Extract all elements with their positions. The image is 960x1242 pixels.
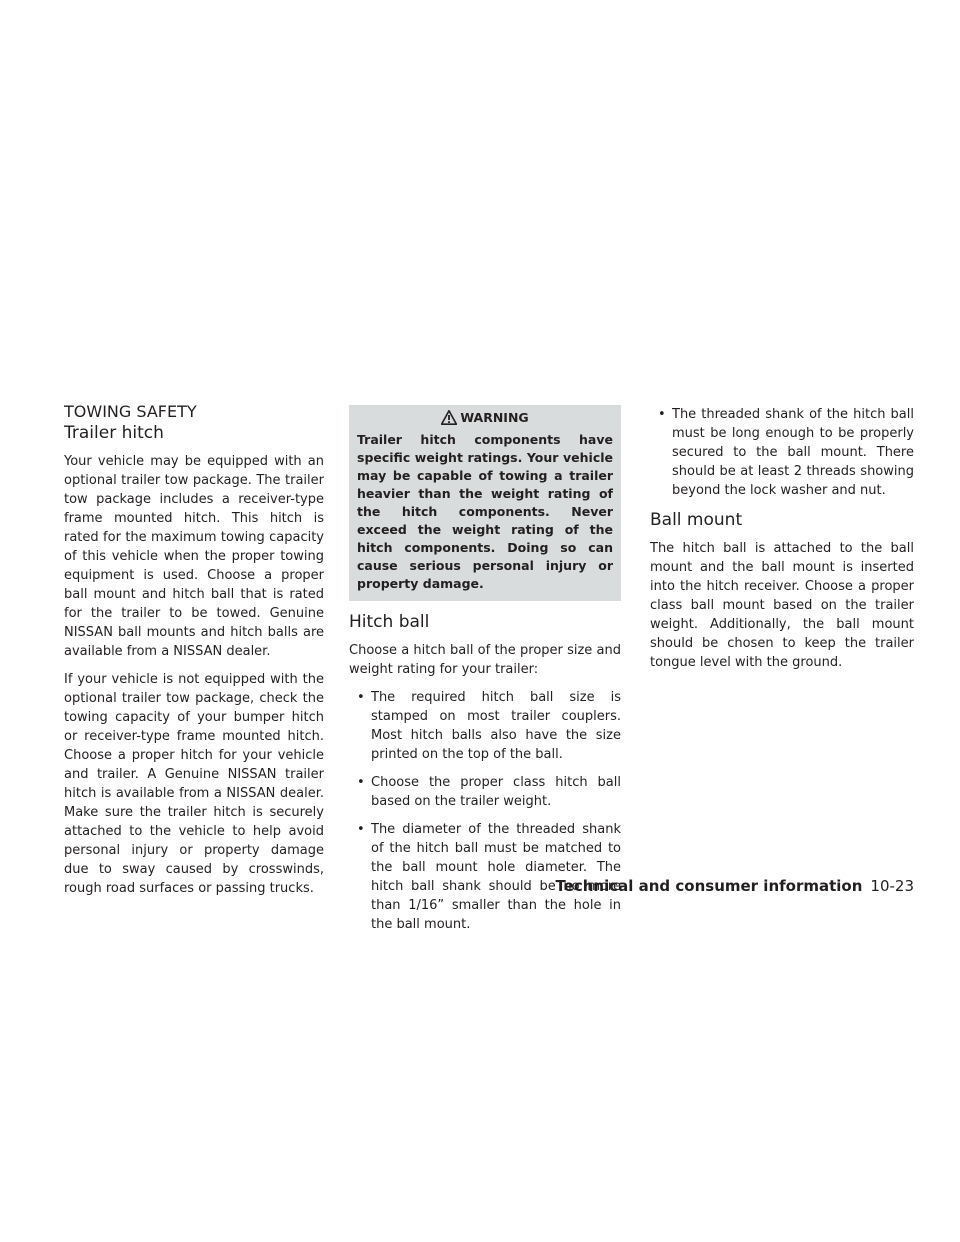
paragraph-hitch-ball-intro: Choose a hitch ball of the proper size and weight rating for your trailer: — [349, 643, 621, 677]
warning-box — [349, 405, 621, 601]
column-right — [650, 405, 914, 681]
list-item: • The diameter of the threaded shank of the hitch ball must be matched to the ball mount hole diameter. The hitch ball shank should be no more than 1/16” smaller than the hole in the ball mount. — [349, 820, 621, 934]
hitch-ball-list-continued — [650, 405, 914, 500]
page-number: 10-23 — [870, 877, 914, 895]
list-item: • The threaded shank of the hitch ball must be long enough to be properly secured to the ball mount. There should be at least 2 threads showing beyond the lock washer and nut. — [650, 405, 914, 500]
subhead-trailer-hitch: Trailer hitch — [64, 423, 164, 443]
paragraph-tow-package: Your vehicle may be equipped with an optional trailer tow package. The trailer tow package includes a receiver-type frame mounted hitch. This hitch is rated for the maximum towing capacity of this vehicle when the proper towing equipment is used. Choose a proper ball mount and hitch ball that is rated for the trailer to be towed. Genuine NISSAN ball mounts and hitch balls are available from a NISSAN dealer. — [64, 454, 324, 659]
subhead-ball-mount: Ball mount — [650, 510, 743, 530]
warning-heading — [357, 408, 613, 428]
paragraph-no-tow-package: If your vehicle is not equipped with the optional trailer tow package, check the towing capacity of your bumper hitch or receiver-type frame mounted hitch. Choose a proper hitch for your vehicle and trailer. A Genuine NISSAN trailer hitch is available from a NISSAN dealer. Make sure the trailer hitch is securely attached to the vehicle to help avoid personal injury or property damage due to sway caused by crosswinds, rough road surfaces or passing trucks. — [64, 672, 324, 896]
warning-label: WARNING — [460, 410, 529, 425]
column-middle — [349, 405, 621, 943]
warning-triangle-icon — [441, 410, 457, 425]
list-item: • Choose the proper class hitch ball based on the trailer weight. — [349, 773, 621, 811]
subhead-hitch-ball: Hitch ball — [349, 612, 430, 632]
list-item: • The required hitch ball size is stamped on most trailer couplers. Most hitch balls also have the size printed on the top of the ball. — [349, 688, 621, 764]
hitch-ball-list — [349, 688, 621, 934]
column-left — [64, 402, 324, 907]
footer-section-title: Technical and consumer information — [555, 877, 863, 895]
page-footer — [555, 876, 914, 896]
paragraph-ball-mount: The hitch ball is attached to the ball mount and the ball mount is inserted into the hitch receiver. Choose a proper class ball mount based on the trailer weight. Additionally, the ball mount should be chosen to keep the trailer tongue level with the ground. — [650, 541, 914, 670]
section-title: TOWING SAFETY — [64, 402, 197, 421]
warning-text: Trailer hitch components have specific weight ratings. Your vehicle may be capable of towing a trailer heavier than the weight rating of the hitch components. Never exceed the weight rating of the hitch components. Doing so can cause serious personal injury or property damage. — [357, 432, 613, 591]
